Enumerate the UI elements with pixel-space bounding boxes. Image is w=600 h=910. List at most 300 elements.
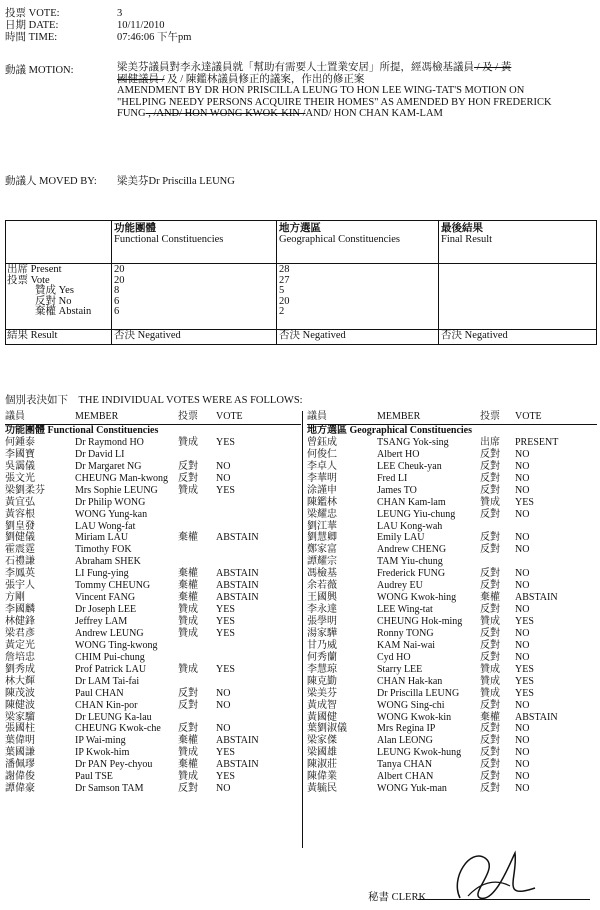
vote-en: NO (515, 759, 530, 771)
member-vote-row (307, 461, 597, 473)
vote-zh: 贊成 (480, 616, 500, 627)
member-name-en: Ronny TONG (377, 627, 434, 639)
member-vote-row (5, 592, 301, 604)
col-member-zh: 議員 (307, 411, 327, 422)
row-label-yes: 贊成 Yes (35, 285, 74, 297)
member-name-zh: 張學明 (307, 616, 337, 627)
member-name-zh: 梁國雄 (307, 747, 337, 759)
member-vote-row (5, 485, 301, 497)
col-member-zh: 議員 (5, 411, 25, 422)
member-name-en: WONG Yuk-man (377, 783, 447, 795)
member-name-en: Dr LAM Tai-fai (75, 675, 140, 687)
vote-en: NO (216, 783, 231, 795)
member-name-zh: 黃容根 (5, 508, 35, 520)
vote-zh: 反對 (480, 580, 500, 592)
time-row (5, 29, 191, 44)
member-name-zh: 李華明 (307, 472, 337, 484)
vote-zh: 反對 (480, 735, 500, 747)
vote-en: YES (216, 663, 235, 675)
vote-zh: 贊成 (480, 496, 500, 508)
member-name-zh: 黃宜弘 (5, 496, 35, 508)
member-name-en: Timothy FOK (75, 544, 132, 556)
gc-counts (279, 265, 290, 318)
member-name-zh: 吳靄儀 (5, 460, 35, 472)
member-name-en: CHIM Pui-chung (75, 651, 145, 663)
motion-line-5b: AND/ HON CHAN KAM-LAM (305, 108, 443, 119)
date-value: 10/11/2010 (117, 20, 165, 31)
member-name-zh: 李卓人 (307, 460, 337, 472)
member-vote-row (307, 568, 597, 580)
member-name-zh: 王國興 (307, 592, 337, 604)
vote-en: YES (216, 484, 235, 496)
col-member-en: MEMBER (75, 411, 119, 422)
member-vote-row (5, 747, 301, 759)
vote-zh: 棄權 (178, 592, 198, 604)
vote-en: NO (515, 604, 530, 616)
member-vote-row (5, 616, 301, 628)
individual-votes-heading: 個別表決如下 THE INDIVIDUAL VOTES WERE AS FOLLOWS: (5, 395, 303, 406)
vote-en: NO (515, 508, 530, 520)
member-name-zh: 葉劉淑儀 (307, 723, 347, 735)
fc-header (114, 223, 223, 245)
vote-zh: 反對 (480, 639, 500, 651)
vote-en: NO (515, 448, 530, 460)
member-name-en: LI Fung-ying (75, 568, 129, 580)
gc-vote: 27 (279, 274, 290, 286)
member-name-zh: 陳鑑林 (307, 496, 337, 508)
member-name-en: CHAN Kam-lam (377, 496, 446, 508)
member-name-en: Vincent FANG (75, 592, 136, 604)
member-name-zh: 梁君彥 (5, 627, 35, 639)
member-vote-row (307, 485, 597, 497)
functional-group-title (5, 425, 301, 437)
vote-en: YES (216, 604, 235, 616)
clerk-label: 秘書 CLERK (368, 892, 427, 903)
clerk-signature (440, 838, 545, 908)
member-name-zh: 劉慧卿 (307, 532, 337, 544)
row-label-present: 出席 Present (7, 264, 62, 275)
member-name-en: LEE Cheuk-yan (377, 460, 442, 472)
member-name-en: Fred LI (377, 472, 408, 484)
summary-table (5, 220, 597, 345)
vote-zh: 棄權 (178, 580, 198, 592)
member-vote-row (307, 640, 597, 652)
vote-zh: 反對 (480, 508, 500, 520)
member-name-en: WONG Ting-kwong (75, 639, 158, 651)
member-vote-row (307, 473, 597, 485)
vote-zh: 反對 (480, 448, 500, 460)
member-vote-row (5, 580, 301, 592)
member-name-zh: 曾鈺成 (307, 436, 337, 448)
member-name-zh: 梁家傑 (307, 735, 337, 747)
vote-zh: 反對 (178, 723, 198, 735)
functional-title: 功能團體 Functional Constituencies (5, 425, 159, 436)
member-name-en: CHEUNG Hok-ming (377, 616, 463, 627)
vote-zh: 反對 (480, 723, 500, 735)
gc-header-en: Geographical Constituencies (279, 234, 401, 245)
vote-zh: 反對 (480, 783, 500, 795)
motion-line-3: AMENDMENT BY DR HON PRISCILLA LEUNG TO HON LEE WING-TAT'S MOTION ON (117, 85, 525, 96)
member-vote-row (307, 544, 597, 556)
member-vote-row (5, 473, 301, 485)
member-name-zh: 李永達 (307, 604, 337, 616)
member-name-zh: 謝偉俊 (5, 771, 35, 783)
vote-en: YES (515, 496, 534, 508)
member-name-zh: 霍震霆 (5, 544, 35, 556)
fc-present: 20 (114, 264, 125, 275)
vote-en: ABSTAIN (515, 592, 558, 604)
member-name-zh: 黃定光 (5, 639, 35, 651)
vote-zh: 贊成 (178, 436, 198, 448)
member-name-en: CHEUNG Kwok-che (75, 723, 161, 735)
vote-en: NO (515, 651, 530, 663)
fc-header-zh: 功能團體 (114, 223, 156, 234)
member-vote-row (5, 723, 301, 735)
gc-result: 否決 Negatived (279, 330, 346, 341)
vote-en: NO (515, 472, 530, 484)
member-name-en: Albert CHAN (377, 771, 434, 783)
col-vote-en: VOTE (515, 411, 542, 422)
member-vote-row (307, 592, 597, 604)
vote-zh: 贊成 (178, 663, 198, 675)
member-vote-row (5, 759, 301, 771)
mover-name: 梁美芬Dr Priscilla LEUNG (117, 176, 235, 187)
member-vote-row (307, 700, 597, 712)
motion-text (117, 62, 587, 120)
member-name-zh: 梁劉柔芬 (5, 484, 45, 496)
vote-en: NO (515, 568, 530, 580)
member-name-en: Dr PAN Pey-chyou (75, 759, 153, 771)
vote-en: NO (515, 460, 530, 472)
final-result: 否決 Negatived (441, 330, 508, 341)
vote-zh: 反對 (480, 532, 500, 544)
member-name-en: IP Wai-ming (75, 735, 126, 747)
vote-number-label: 投票 VOTE: (5, 8, 60, 19)
gc-header (279, 223, 400, 245)
vote-zh: 反對 (480, 699, 500, 711)
col-vote-zh: 投票 (480, 411, 500, 422)
vote-zh: 棄權 (178, 532, 198, 544)
member-name-en: Mrs Regina IP (377, 723, 436, 735)
member-name-zh: 李國寶 (5, 448, 35, 460)
vote-en: NO (216, 699, 231, 711)
member-name-zh: 梁美芬 (307, 687, 337, 699)
fc-vote: 20 (114, 274, 125, 286)
member-name-zh: 劉皇發 (5, 520, 35, 532)
clerk-signature-line (418, 899, 590, 900)
vote-en: NO (515, 783, 530, 795)
vote-en: ABSTAIN (216, 532, 259, 544)
member-name-zh: 李國麟 (5, 604, 35, 616)
member-vote-row (307, 604, 597, 616)
motion-struck-2: 國健議員 / (117, 73, 165, 85)
vote-en: YES (216, 627, 235, 639)
member-vote-row (307, 556, 597, 568)
motion-line-5a: FUNG (117, 108, 146, 119)
vote-zh: 贊成 (178, 616, 198, 627)
vote-number-value: 3 (117, 8, 123, 19)
member-name-en: Prof Patrick LAU (75, 663, 147, 675)
vote-zh: 贊成 (178, 604, 198, 616)
gc-present: 28 (279, 264, 290, 275)
member-vote-row (5, 664, 301, 676)
member-vote-row (307, 688, 597, 700)
vote-en: ABSTAIN (216, 592, 259, 604)
member-name-en: CHAN Hak-kan (377, 675, 443, 687)
member-name-zh: 林健鋒 (5, 616, 35, 627)
member-name-en: Alan LEONG (377, 735, 433, 747)
vote-zh: 反對 (480, 484, 500, 496)
member-name-zh: 劉江華 (307, 520, 337, 532)
gc-abstain: 2 (279, 306, 285, 318)
member-vote-row (307, 712, 597, 724)
column-divider (302, 411, 303, 848)
member-name-zh: 葉偉明 (5, 735, 35, 747)
member-name-zh: 方剛 (5, 592, 25, 604)
row-label-vote: 投票 Vote (7, 274, 50, 286)
vote-en: NO (515, 627, 530, 639)
vote-en: NO (515, 484, 530, 496)
vote-en: YES (216, 771, 235, 783)
vote-zh: 棄權 (178, 568, 198, 580)
vote-en: NO (216, 687, 231, 699)
motion-line-4: "HELPING NEEDY PERSONS ACQUIRE THEIR HOMES" AS AMENDED BY HON FREDERICK (117, 96, 552, 108)
member-vote-row (307, 747, 597, 759)
member-name-en: LAU Wong-fat (75, 520, 136, 532)
vote-zh: 反對 (178, 472, 198, 484)
member-vote-row (5, 783, 301, 795)
member-vote-row (307, 497, 597, 509)
final-header-en: Final Result (441, 234, 493, 245)
vote-en: NO (515, 544, 530, 556)
member-name-en: KAM Nai-wai (377, 639, 436, 651)
member-vote-row (307, 437, 597, 449)
member-vote-row (5, 712, 301, 724)
member-name-en: James TO (377, 484, 417, 496)
member-name-zh: 劉秀成 (5, 663, 35, 675)
vote-zh: 反對 (480, 472, 500, 484)
vote-en: NO (216, 723, 231, 735)
vote-en: YES (515, 616, 534, 627)
vote-en: ABSTAIN (216, 580, 259, 592)
member-vote-row (5, 461, 301, 473)
motion-line-2: 及 / 陳鑑林議員修正的議案，作出的修正案 (164, 73, 365, 85)
fc-no: 6 (114, 295, 120, 307)
member-name-en: CHAN Kin-por (75, 699, 138, 711)
row-label-result: 結果 Result (7, 330, 58, 341)
member-name-en: Tommy CHEUNG (75, 580, 151, 592)
motion-struck-5: , /AND/ HON WONG KWOK-KIN / (145, 108, 306, 119)
member-vote-row (5, 449, 301, 461)
vote-en: NO (515, 771, 530, 783)
vote-zh: 反對 (480, 604, 500, 616)
fc-result: 否決 Negatived (114, 330, 181, 341)
member-vote-row (5, 688, 301, 700)
member-name-en: Dr Priscilla LEUNG (377, 687, 460, 699)
member-name-zh: 梁家騮 (5, 711, 35, 723)
member-name-en: Cyd HO (377, 651, 411, 663)
member-name-en: LEE Wing-tat (377, 604, 433, 616)
member-name-en: Jeffrey LAM (75, 616, 128, 627)
vote-zh: 贊成 (480, 675, 500, 687)
member-name-en: LAU Kong-wah (377, 520, 443, 532)
fc-yes: 8 (114, 285, 120, 297)
vote-en: NO (515, 735, 530, 747)
member-vote-row (5, 604, 301, 616)
member-name-en: Dr David LI (75, 448, 125, 460)
col-vote-en: VOTE (216, 411, 243, 422)
member-vote-row (5, 497, 301, 509)
vote-zh: 反對 (480, 771, 500, 783)
summary-vline (438, 221, 439, 344)
final-header-zh: 最後結果 (441, 223, 483, 234)
member-name-en: Andrew CHENG (377, 544, 447, 556)
vote-zh: 反對 (480, 759, 500, 771)
member-name-zh: 馮檢基 (307, 568, 337, 580)
member-name-en: Dr Joseph LEE (75, 604, 137, 616)
geographical-column-header (307, 411, 597, 425)
member-name-en: CHEUNG Man-kwong (75, 472, 169, 484)
member-name-zh: 黃成智 (307, 699, 337, 711)
member-vote-row (5, 628, 301, 640)
final-header (441, 223, 492, 245)
member-name-en: Abraham SHEK (75, 556, 141, 568)
member-name-zh: 湯家驊 (307, 627, 337, 639)
vote-en: YES (515, 687, 534, 699)
vote-en: PRESENT (515, 436, 559, 448)
member-name-zh: 何鍾泰 (5, 436, 35, 448)
vote-en: ABSTAIN (216, 759, 259, 771)
mover-label: 動議人 MOVED BY: (5, 176, 97, 187)
vote-zh: 贊成 (178, 771, 198, 783)
vote-zh: 反對 (480, 627, 500, 639)
date-label: 日期 DATE: (5, 20, 59, 31)
member-name-en: Paul TSE (75, 771, 113, 783)
member-name-en: Dr LEUNG Ka-lau (75, 711, 152, 723)
vote-en: NO (216, 460, 231, 472)
functional-column-header (5, 411, 301, 425)
member-name-en: WONG Kwok-kin (377, 711, 452, 723)
member-name-zh: 陳健波 (5, 699, 35, 711)
summary-vline (276, 221, 277, 344)
member-name-en: Starry LEE (377, 663, 423, 675)
member-vote-row (5, 437, 301, 449)
member-name-zh: 梁耀忠 (307, 508, 337, 520)
member-vote-row (307, 616, 597, 628)
member-vote-row (307, 783, 597, 795)
member-name-zh: 譚耀宗 (307, 556, 337, 568)
member-name-zh: 何俊仁 (307, 448, 337, 460)
member-name-en: WONG Yung-kan (75, 508, 148, 520)
functional-votes-table (5, 411, 301, 795)
member-name-zh: 譚偉豪 (5, 783, 35, 795)
member-name-zh: 潘佩璆 (5, 759, 35, 771)
summary-vline (111, 221, 112, 344)
member-vote-row (307, 628, 597, 640)
vote-en: ABSTAIN (515, 711, 558, 723)
geographical-rows (307, 437, 597, 795)
vote-en: NO (515, 580, 530, 592)
member-name-zh: 黃毓民 (307, 783, 337, 795)
fc-counts (114, 265, 125, 318)
vote-en: YES (515, 663, 534, 675)
time-label: 時間 TIME: (5, 32, 58, 43)
member-name-zh: 李慧琼 (307, 663, 337, 675)
member-name-zh: 涂謹申 (307, 484, 337, 496)
member-vote-row (307, 532, 597, 544)
member-name-en: Andrew LEUNG (75, 627, 144, 639)
col-vote-zh: 投票 (178, 411, 198, 422)
vote-zh: 反對 (480, 568, 500, 580)
member-name-zh: 陳偉業 (307, 771, 337, 783)
member-name-zh: 石禮謙 (5, 556, 35, 568)
fc-abstain: 6 (114, 306, 120, 318)
member-name-en: Emily LAU (377, 532, 425, 544)
vote-en: NO (515, 532, 530, 544)
member-vote-row (5, 771, 301, 783)
vote-zh: 贊成 (480, 663, 500, 675)
vote-zh: 棄權 (178, 735, 198, 747)
member-name-zh: 黃國健 (307, 711, 337, 723)
member-vote-row (5, 652, 301, 664)
member-name-en: TSANG Yok-sing (377, 436, 449, 448)
member-name-en: LEUNG Kwok-hung (377, 747, 462, 759)
member-name-en: WONG Kwok-hing (377, 592, 457, 604)
gc-no: 20 (279, 295, 290, 307)
geographical-title: 地方選區 Geographical Constituencies (307, 425, 472, 436)
member-vote-row (5, 700, 301, 712)
vote-zh: 贊成 (480, 687, 500, 699)
geographical-group-title (307, 425, 597, 437)
vote-zh: 反對 (178, 687, 198, 699)
geographical-votes-table (307, 411, 597, 795)
member-name-zh: 張宇人 (5, 580, 35, 592)
member-name-en: Miriam LAU (75, 532, 129, 544)
gc-yes: 5 (279, 285, 285, 297)
member-name-en: Mrs Sophie LEUNG (75, 484, 158, 496)
vote-en: YES (515, 675, 534, 687)
member-name-en: TAM Yiu-chung (377, 556, 443, 568)
member-name-en: Audrey EU (377, 580, 423, 592)
member-name-zh: 甘乃威 (307, 639, 337, 651)
vote-en: YES (216, 747, 235, 759)
motion-label: 動議 MOTION: (5, 65, 74, 76)
vote-en: NO (216, 472, 231, 484)
member-name-en: Dr Samson TAM (75, 783, 144, 795)
vote-zh: 反對 (178, 460, 198, 472)
member-name-en: Dr Raymond HO (75, 436, 144, 448)
member-name-zh: 林大輝 (5, 675, 35, 687)
vote-zh: 反對 (178, 699, 198, 711)
member-vote-row (5, 676, 301, 688)
member-name-en: LEUNG Yiu-chung (377, 508, 456, 520)
vote-zh: 出席 (480, 436, 500, 448)
member-vote-row (307, 771, 597, 783)
functional-rows (5, 437, 301, 795)
time-value: 07:46:06 下午pm (117, 32, 192, 43)
member-name-zh: 余若薇 (307, 580, 337, 592)
motion-struck-1: / 及 / 黃 (474, 62, 512, 73)
vote-zh: 反對 (480, 747, 500, 759)
member-vote-row (5, 521, 301, 533)
member-vote-row (307, 723, 597, 735)
member-name-zh: 葉國謙 (5, 747, 35, 759)
col-member-en: MEMBER (377, 411, 421, 422)
summary-hline (6, 263, 596, 264)
member-vote-row (307, 759, 597, 771)
vote-en: NO (515, 747, 530, 759)
member-vote-row (5, 556, 301, 568)
